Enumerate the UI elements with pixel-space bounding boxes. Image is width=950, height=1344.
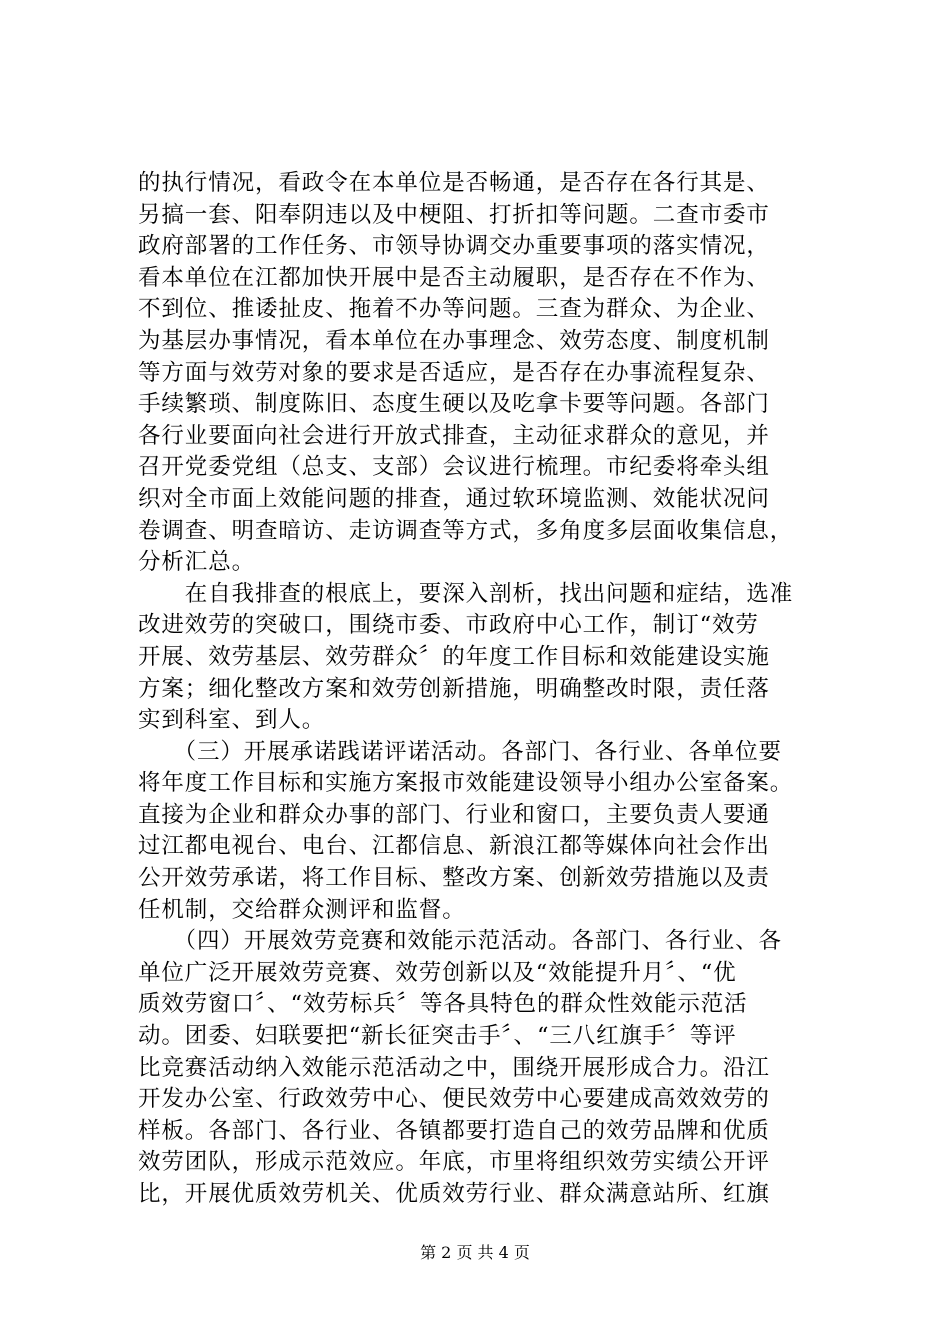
text-line: 开发办公室、行政效劳中心、便民效劳中心要建成高效效劳的 [138,1086,770,1113]
text-line: 样板。各部门、各行业、各镇都要打造自己的效劳品牌和优质 [138,1117,770,1144]
text-line: 过江都电视台、电台、江都信息、新浪江都等媒体向社会作出 [138,833,770,860]
page-footer: 第 2 页 共 4 页 [420,1243,530,1262]
text-line: （四）开展效劳竞赛和效能示范活动。各部门、各行业、各 [138,928,782,955]
text-line: 的执行情况，看政令在本单位是否畅通，是否存在各行其是、 [138,170,770,196]
text-line: 直接为企业和群众办事的部门、行业和窗口，主要负责人要通 [138,801,770,828]
text-line: 召开党委党组（总支、支部）会议进行梳理。市纪委将牵头组 [138,454,770,481]
text-line: 分析汇总。 [138,549,256,576]
text-line: 公开效劳承诺，将工作目标、整改方案、创新效劳措施以及责 [138,865,770,892]
text-line: 任机制，交给群众测评和监督。 [138,896,466,923]
text-line: 手续繁琐、制度陈旧、态度生硬以及吃拿卡要等问题。各部门 [138,391,770,418]
text-line: 比，开展优质效劳机关、优质效劳行业、群众满意站所、红旗 [138,1181,770,1207]
text-line: 不到位、推诿扯皮、拖着不办等问题。三查为群众、为企业、 [138,296,770,323]
text-line: 等方面与效劳对象的要求是否适应，是否存在办事流程复杂、 [138,359,770,386]
text-line: 另搞一套、阳奉阴违以及中梗阻、打折扣等问题。二查市委市 [138,201,770,228]
document-body [138,168,838,1211]
text-line: 政府部署的工作任务、市领导协调交办重要事项的落实情况， [138,233,770,260]
text-line: 改进效劳的突破口，围绕市委、市政府中心工作，制订“效劳 [138,612,759,639]
text-line: 质效劳窗口〞、“效劳标兵〞等各具特色的群众性效能示范活 [138,991,748,1018]
text-line: 效劳团队，形成示范效应。年底，市里将组织效劳实绩公开评 [138,1149,770,1176]
text-line: 将年度工作目标和实施方案报市效能建设领导小组办公室备案。 [138,770,794,797]
text-line: 为基层办事情况，看本单位在办事理念、效劳态度、制度机制 [138,327,770,354]
text-line: 看本单位在江都加快开展中是否主动履职，是否存在不作为、 [138,264,770,291]
text-line: 开展、效劳基层、效劳群众〞的年度工作目标和效能建设实施 [138,643,770,670]
text-line: （三）开展承诺践诺评诺活动。各部门、各行业、各单位要 [138,738,782,765]
text-line: 各行业要面向社会进行开放式排查，主动征求群众的意见，并 [138,422,770,449]
text-line: 卷调查、明查暗访、走访调查等方式，多角度多层面收集信息， [138,517,794,544]
text-line: 比竞赛活动纳入效能示范活动之中，围绕开展形成合力。沿江 [138,1054,770,1081]
text-line: 单位广泛开展效劳竞赛、效劳创新以及“效能提升月〞、“优 [138,959,737,986]
text-line: 在自我排查的根底上，要深入剖析，找出问题和症结，选准 [138,580,794,607]
text-line: 织对全市面上效能问题的排查，通过软环境监测、效能状况问 [138,485,770,512]
text-line: 实到科室、到人。 [138,707,326,734]
text-line: 方案；细化整改方案和效劳创新措施，明确整改时限，责任落 [138,675,770,702]
text-line: 动。团委、妇联要把“新长征突击手〞、“三八红旗手〞等评 [138,1023,737,1050]
